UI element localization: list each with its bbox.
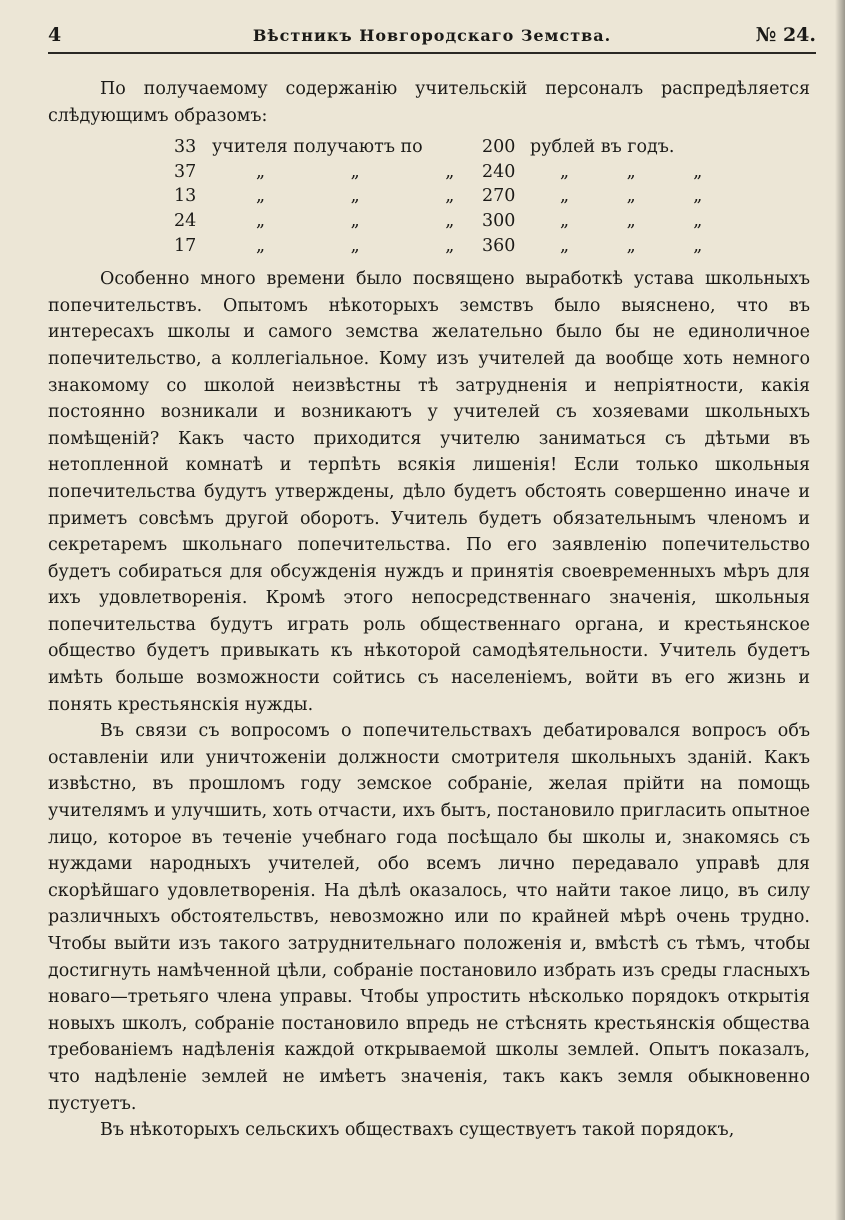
paragraph-trusteeships: Особенно много времени было посвящено выработкѣ устава школьныхъ попечительствъ. Опытомъ нѣкоторыхъ земствъ было выяснено, что въ интересахъ школы и самого земства желательно было бы не единоличное попечительство, а коллегіальное. Кому изъ учителей да вообще хоть немного знакомому со школой неизвѣстны тѣ затрудненія и непріятности, какія постоянно возникали и возникаютъ у учителей съ хозяевами школьныхъ помѣщеній? Какъ часто приходится учителю заниматься съ дѣтьми въ нетопленной комнатѣ и терпѣть всякія лишенія! Если только школьныя попечительства будутъ утверждены, дѣло будетъ обстоять совершенно иначе и приметъ совсѣмъ другой оборотъ. Учитель будетъ обязательнымъ членомъ и секретаремъ школьнаго попечительства. По его заявленію попечительство будетъ собираться для обсужденія нуждъ и принятія своевременныхъ мѣръ для ихъ удовлетворенія. Кромѣ этого непосредственнаго значенія, школьныя попечительства будутъ играть роль общественнаго органа, и крестьянское общество будетъ привыкать къ нѣкоторой самодѣятельности. Учитель будетъ имѣть больше возможности сойтись съ населеніемъ, войти въ его жизнь и понять крестьянскія нужды. [48,269,810,715]
page-header [48,20,816,54]
salary-text: „ „ „ [256,210,455,231]
salary-tail: „ „ „ [560,161,703,182]
salary-text: учителя получаютъ по [212,137,423,158]
salary-row [174,160,730,185]
salary-tail: „ „ „ [560,235,703,256]
salary-tail: „ „ „ [560,210,703,231]
page-edge-shadow [835,0,845,1220]
article-body [48,76,810,1144]
journal-title: Вѣстникъ Новгородскаго Земства. [252,26,612,45]
salary-tail: рублей въ годъ. [530,137,675,158]
salary-table-body [174,135,730,258]
salary-count: 37 [174,161,197,182]
salary-count: 33 [174,137,197,158]
salary-count: 17 [174,235,197,256]
salary-amount: 360 [482,235,516,256]
salary-table [174,135,730,258]
salary-count: 13 [174,186,197,207]
salary-amount: 240 [482,161,516,182]
paragraph-inspector: Въ связи съ вопросомъ о попечительствахъ дебатировался вопросъ объ оставленіи или уничтоженіи должности смотрителя школьныхъ зданій. Какъ извѣстно, въ прошломъ году земское собраніе, желая прійти на помощь учителямъ и улучшить, хоть отчасти, ихъ бытъ, постановило пригласить опытное лицо, которое въ теченіе учебнаго года посѣщало бы школы и, знакомясь съ нуждами народныхъ учителей, обо всемъ лично передавало управѣ для скорѣйшаго удовлетворенія. На дѣлѣ оказалось, что найти такое лицо, въ силу различныхъ обстоятельствъ, невозможно или по крайней мѣрѣ очень трудно. Чтобы выйти изъ такого затруднительнаго положенія и, вмѣстѣ съ тѣмъ, чтобы достигнуть намѣченной цѣли, собраніе постановило избрать изъ среды гласныхъ новаго—третьяго члена управы. Чтобы упростить нѣсколько порядокъ открытія новыхъ школъ, собраніе постановило впредь не стѣснять крестьянскія общества требованіемъ надѣленія каждой открываемой школы землей. Опытъ показалъ, что надѣленіе землей не имѣетъ значенія, такъ какъ земля обыкновенно пустуетъ. [48,721,811,1114]
salary-row [174,184,730,209]
salary-amount: 270 [482,186,516,207]
intro-paragraph: По получаемому содержанію учительскій персоналъ распредѣляется слѣдующимъ образомъ: [48,79,810,126]
paragraph-rural-communities: Въ нѣкоторыхъ сельскихъ обществахъ существуетъ такой порядокъ, [100,1120,735,1141]
salary-amount: 200 [482,137,516,158]
salary-text: „ „ „ [256,186,455,207]
salary-text: „ „ „ [256,161,455,182]
salary-text: „ „ „ [256,235,455,256]
salary-row [174,234,730,259]
salary-row [174,209,730,234]
page-number: 4 [48,24,62,46]
salary-row [174,135,730,160]
salary-amount: 300 [482,210,516,231]
salary-tail: „ „ „ [560,186,703,207]
salary-count: 24 [174,210,197,231]
issue-number: № 24. [755,24,816,46]
